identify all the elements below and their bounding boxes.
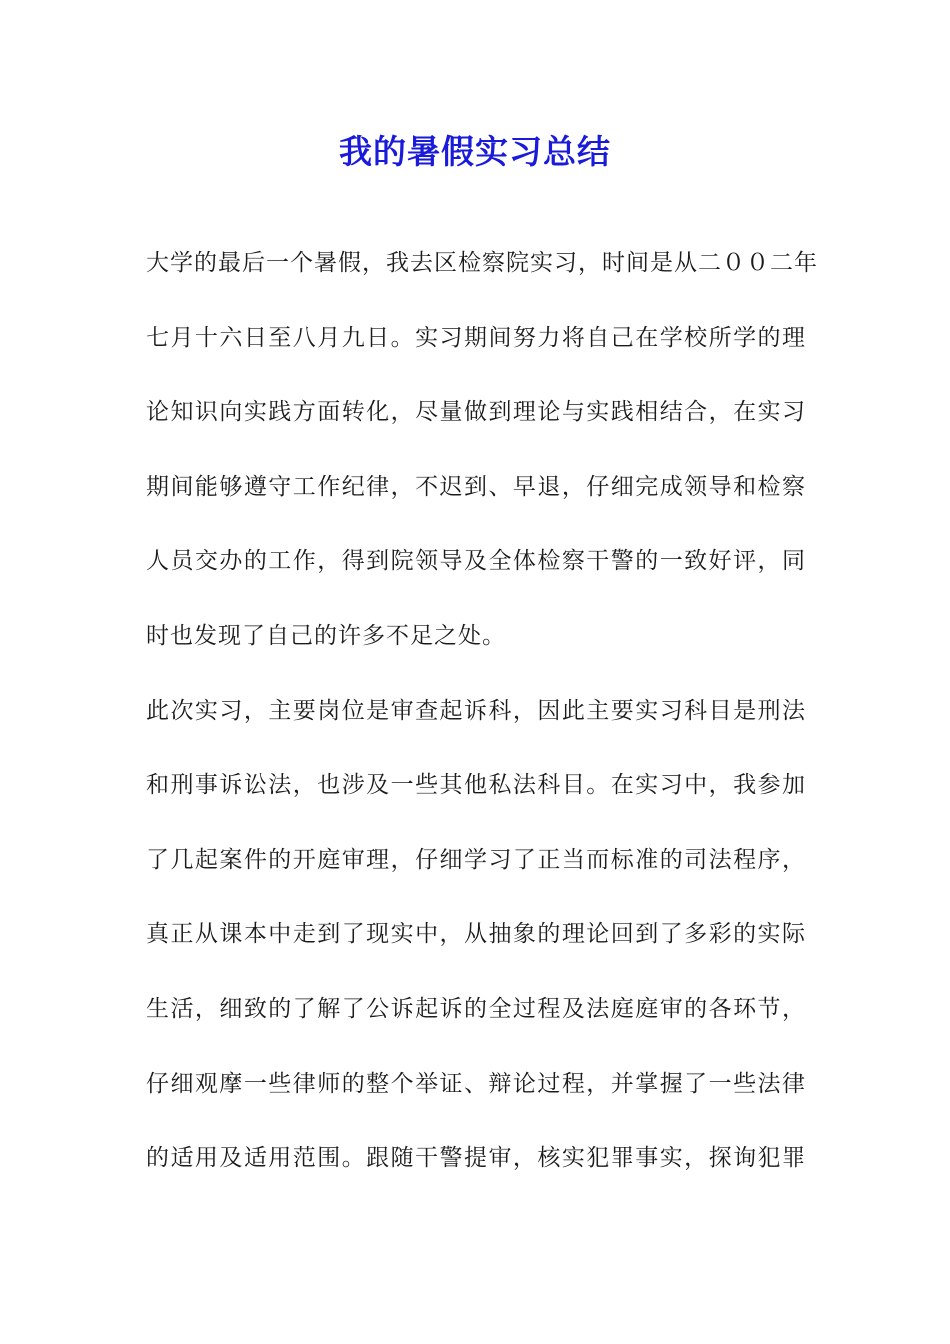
body-line: 真正从课本中走到了现实中，从抽象的理论回到了多彩的实际 xyxy=(146,921,806,948)
body-line: 时也发现了自己的许多不足之处。 xyxy=(146,622,506,649)
body-line: 大学的最后一个暑假，我去区检察院实习，时间是从二００二年 xyxy=(146,250,818,276)
body-line: 期间能够遵守工作纪律，不迟到、早退，仔细完成领导和检察 xyxy=(146,473,806,500)
body-line: 了几起案件的开庭审理，仔细学习了正当而标准的司法程序， xyxy=(146,846,806,873)
document-body xyxy=(146,243,818,1213)
body-line: 生活，细致的了解了公诉起诉的全过程及法庭庭审的各环节， xyxy=(146,995,806,1022)
body-line: 仔细观摩一些律师的整个举证、辩论过程，并掌握了一些法律 xyxy=(146,1070,806,1097)
body-line: 人员交办的工作，得到院领导及全体检察干警的一致好评，同 xyxy=(146,548,806,575)
body-line: 七月十六日至八月九日。实习期间努力将自己在学校所学的理 xyxy=(146,324,806,351)
body-line: 和刑事诉讼法，也涉及一些其他私法科目。在实习中，我参加 xyxy=(146,772,806,799)
body-line: 论知识向实践方面转化，尽量做到理论与实践相结合，在实习 xyxy=(146,399,806,426)
document-title: 我的暑假实习总结 xyxy=(339,132,611,171)
body-line: 的适用及适用范围。跟随干警提审，核实犯罪事实，探询犯罪 xyxy=(146,1145,806,1172)
body-line: 此次实习，主要岗位是审查起诉科，因此主要实习科目是刑法 xyxy=(146,697,806,724)
